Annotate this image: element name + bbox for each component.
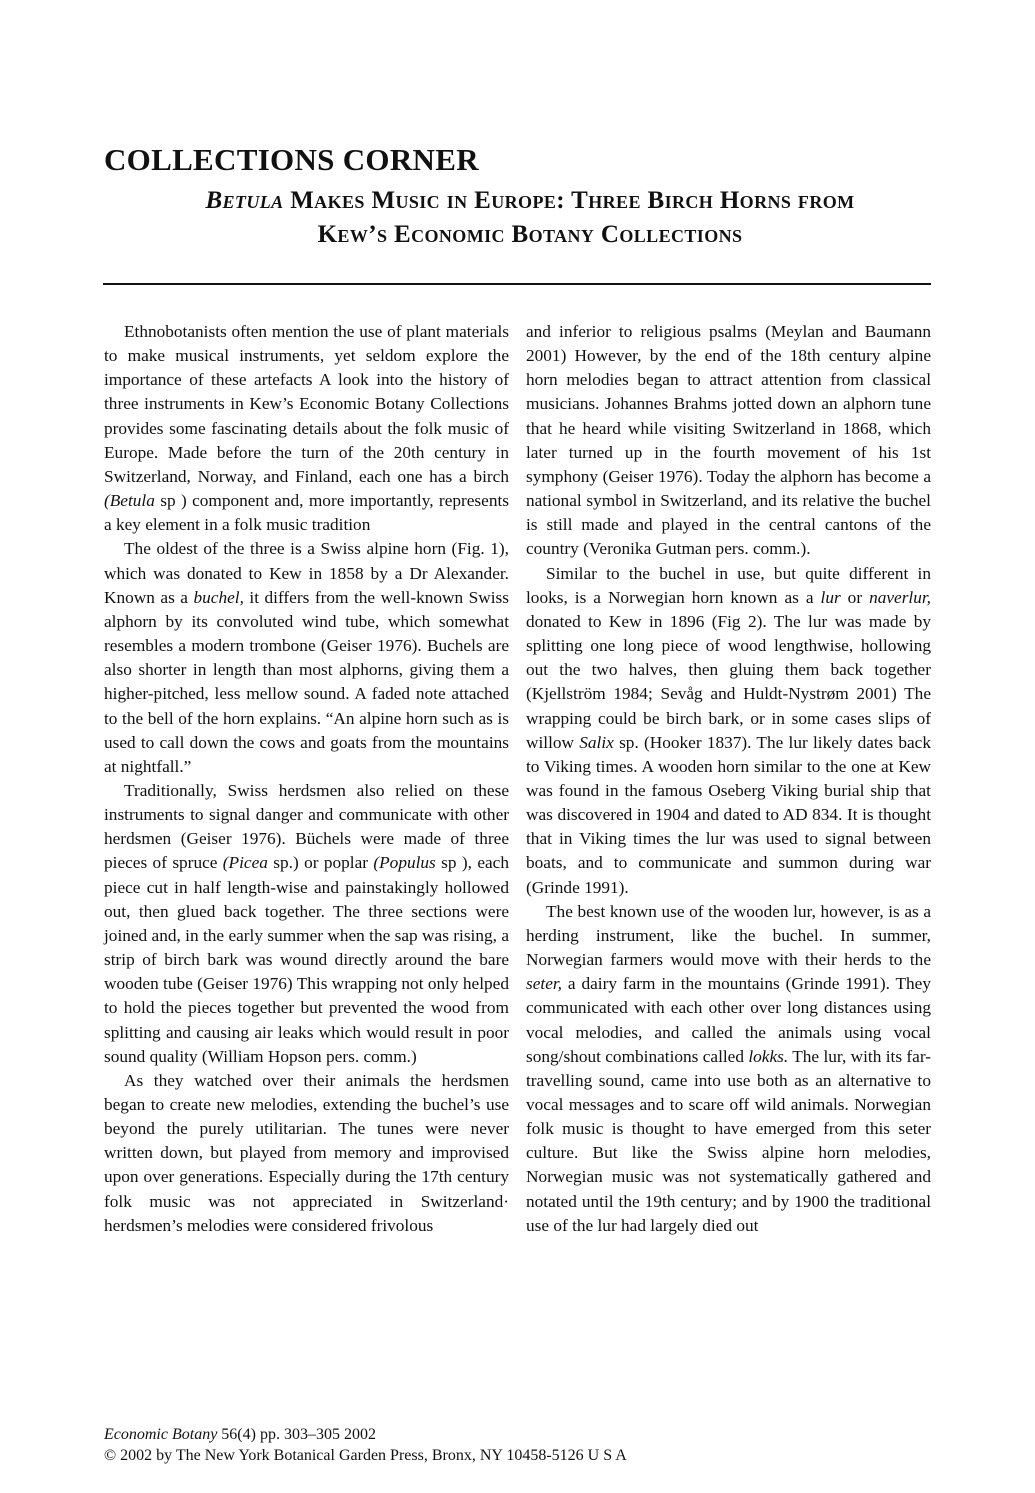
paragraph: The best known use of the wooden lur, however, is as a herding instrument, like the buchel. In summer, Norwegian farmers would move with their herds to the seter, a dairy farm in the mountains (Grinde 1991). They communicated with each other over long distances using vocal melodies, and called the animals using vocal song/shout combinations called lokks. The lur, with its far-travelling sound, came into use both as an alternative to vocal messages and to scare off wild animals. Norwegian folk music is thought to have emerged from this seter culture. But like the Swiss alpine horn melodies, Norwegian music was not systematically gathered and notated until the 19th century; and by 1900 the traditional use of the lur had largely died out	[526, 901, 931, 1235]
paragraph: The oldest of the three is a Swiss alpine horn (Fig. 1), which was donated to Kew in 1858 by a Dr Alexander. Known as a buchel, it differs from the well-known Swiss alphorn by its convoluted wind tube, which somewhat resembles a modern trombone (Geiser 1976). Buchels are also shorter in length than most alphorns, giving them a higher-pitched, less mellow sound. A faded note attached to the bell of the horn explains. “An alpine horn such as is used to call down the cows and goats from the mountains at nightfall.”	[104, 539, 509, 776]
article-title-genus: Betula	[205, 187, 284, 214]
page-footer	[104, 1424, 627, 1466]
article-title	[100, 184, 960, 252]
title-divider	[103, 283, 931, 285]
right-column	[526, 320, 931, 1238]
article-title-line1: Makes Music in Europe: Three Birch Horns from	[290, 187, 855, 214]
paragraph: Similar to the buchel in use, but quite different in looks, is a Norwegian horn known as a lur or naverlur, donated to Kew in 1896 (Fig 2). The lur was made by splitting one long piece of wood lengthwise, hollowing out the two halves, then gluing them back together (Kjellström 1984; Sevåg and Huldt-Nystrøm 2001) The wrapping could be birch bark, or in some cases slips of willow Salix sp. (Hooker 1837). The lur likely dates back to Viking times. A wooden horn similar to the one at Kew was found in the famous Oseberg Viking burial ship that was discovered in 1904 and dated to AD 834. It is thought that in Viking times the lur was used to signal between boats, and to communicate and summon during war (Grinde 1991).	[526, 563, 931, 897]
copyright-notice: © 2002 by The New York Botanical Garden Press, Bronx, NY 10458-5126 U S A	[104, 1447, 627, 1464]
article-title-line2: Kew’s Economic Botany Collections	[317, 221, 743, 248]
paragraph: Traditionally, Swiss herdsmen also relied on these instruments to signal danger and communicate with other herdsmen (Geiser 1976). Büchels were made of three pieces of spruce (Picea sp.) or poplar (Populus sp ), each piece cut in half length-wise and painstakingly hollowed out, then glued back together. The three sections were joined and, in the early summer when the sap was rising, a strip of birch bark was wound directly around the bare wooden tube (Geiser 1976) This wrapping not only helped to hold the pieces together but prevented the wood from splitting and causing air leaks which would result in poor sound quality (William Hopson pers. comm.)	[104, 780, 509, 1066]
left-column	[104, 320, 509, 1238]
section-title: COLLECTIONS CORNER	[104, 142, 479, 177]
paragraph: and inferior to religious psalms (Meylan and Baumann 2001) However, by the end of the 18th century alpine horn melodies began to attract attention from classical musicians. Johannes Brahms jotted down an alphorn tune that he heard while visiting Switzerland in 1868, which later turned up in the fourth movement of his 1st symphony (Geiser 1976). Today the alphorn has become a national symbol in Switzerland, and its relative the buchel is still made and played in the central cantons of the country (Veronika Gutman pers. comm.).	[526, 322, 931, 559]
paragraph: Ethnobotanists often mention the use of plant materials to make musical instruments, yet seldom explore the importance of these artefacts A look into the history of three instruments in Kew’s Economic Botany Collections provides some fascinating details about the folk music of Europe. Made before the turn of the 20th century in Switzerland, Norway, and Finland, each one has a birch (Betula sp ) component and, more importantly, represents a key element in a folk music tradition	[104, 322, 509, 535]
paragraph: As they watched over their animals the herdsmen began to create new melodies, extending the buchel’s use beyond the purely utilitarian. The tunes were never written down, but played from memory and improvised upon over generations. Especially during the 17th century folk music was not appreciated in Switzerland· herdsmen’s melodies were considered frivolous	[104, 1070, 509, 1235]
journal-citation: Economic Botany 56(4) pp. 303–305 2002	[104, 1426, 376, 1443]
